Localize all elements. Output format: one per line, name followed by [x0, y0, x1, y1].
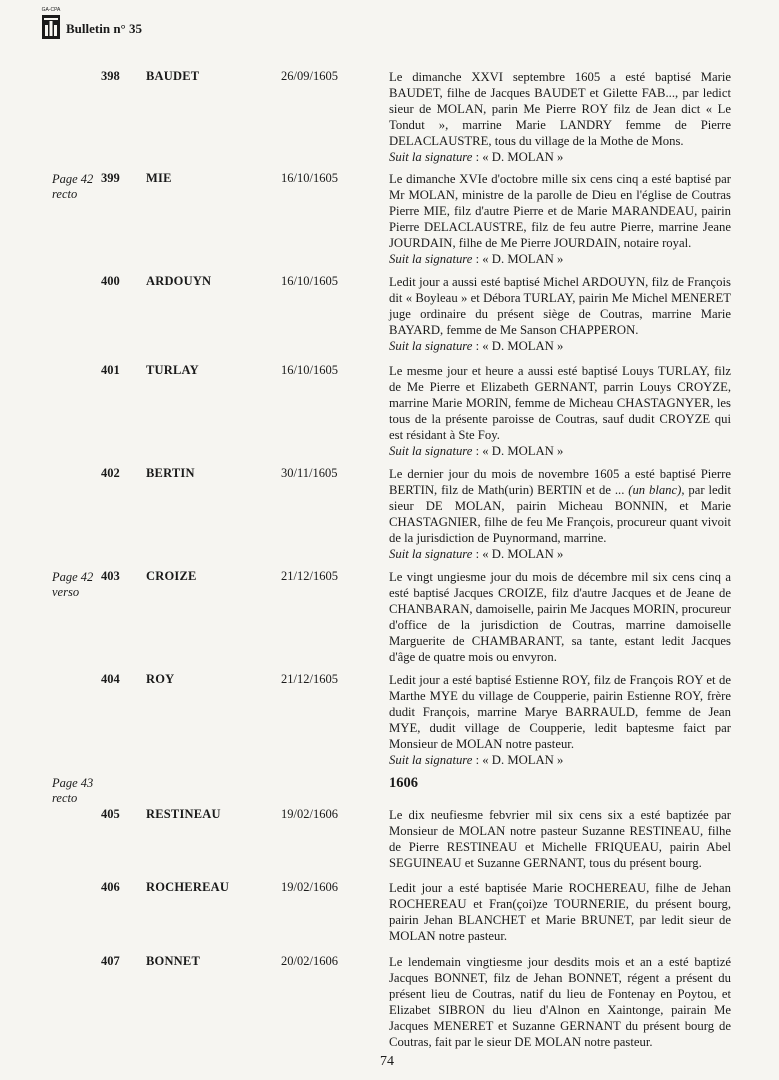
entry-date: 16/10/1605	[281, 171, 338, 185]
bulletin-logo	[40, 7, 62, 40]
entry-surname: ROY	[146, 672, 175, 686]
page-header	[40, 7, 142, 40]
entry-signature	[389, 149, 731, 165]
entry-body	[389, 467, 731, 545]
entry-body-part: Le dernier jour du mois de novembre 1605 a esté baptisé Pierre BERTIN, filz de Math(urin) BERTIN et de ...	[389, 467, 731, 497]
entry-number: 402	[101, 466, 120, 480]
entry-signature	[389, 251, 731, 267]
entry-signature	[389, 546, 731, 562]
signature-value: : « D. MOLAN »	[472, 339, 564, 353]
entry-text	[389, 69, 731, 165]
signature-value: : « D. MOLAN »	[472, 150, 564, 164]
entry-body-italic: (un blanc)	[628, 483, 682, 497]
entry-text	[389, 954, 731, 1050]
entry-body: Le lendemain vingtiesme jour desdits mois et an a esté baptizé Jacques BONNET, filz de Jehan BONNET, régent a présent du présent lieu de Coutras, natif du lieu de Fontenay en Poytou, et Elizabet SIBRON du lieu d'Alnon en Xaintonge, pairain Me Jacques MENERET et Suzanne GERNANT du présent bourg de Coutras, fait par le sieur DE MOLAN notre pasteur.	[389, 955, 731, 1049]
logo-caption: GA-CPA	[41, 7, 61, 13]
signature-value: : « D. MOLAN »	[472, 547, 564, 561]
entry-number: 403	[101, 569, 120, 583]
entry-date: 21/12/1605	[281, 569, 338, 583]
entry-body-part: , par ledit sieur DE MOLAN, pairin Micheau BONNIN, et Marie CHASTAGNIER, filhe de feu Me François, procureur quant vivoit de la jurisdiction de Puynormand, marrine.	[389, 483, 731, 545]
page-margin-note: Page 42 verso	[52, 570, 94, 599]
entry-body: Le dix neufiesme febvrier mil six cens six a esté baptizée par Monsieur de MOLAN notre pasteur Suzanne RESTINEAU, filhe de Pierre RESTINEAU et Michelle FRIQUEAU, pairin Abel SEGUINEAU et Suzanne GERNANT, tous du présent bourg.	[389, 808, 731, 870]
page-number: 74	[380, 1054, 394, 1069]
entry-number: 406	[101, 880, 120, 894]
entry-text	[389, 880, 731, 944]
entry-date: 19/02/1606	[281, 807, 338, 821]
entry-text	[389, 274, 731, 354]
entry-number: 398	[101, 69, 120, 83]
signature-label: Suit la signature	[389, 444, 473, 458]
entry-body: Ledit jour a esté baptisé Estienne ROY, filz de François ROY et de Marthe MYE du village de Coupperie, pairin Estienne ROY, frère dudit François, marrine Marye BARRAULD, femme de Jean MYE, dudit village de Coupperie, ledit baptesme faict par Monsieur de MOLAN notre pasteur.	[389, 673, 731, 751]
entry-body: Le mesme jour et heure a aussi esté baptisé Louys TURLAY, filz de Me Pierre et Elizabeth GERNANT, parrin Louys CROYZE, marrine Marie MORIN, femme de Micheau CHASTAGNYER, les tous de la présente paroisse de Coutras, sauf dudit CROYZE qui est résidant à Ste Foy.	[389, 364, 731, 442]
entry-surname: BONNET	[146, 954, 200, 968]
entry-body: Le dimanche XXVI septembre 1605 a esté baptisé Marie BAUDET, filhe de Jacques BAUDET et Gilette FAB..., par ledict sieur de MOLAN, parin Me Pierre ROY filz de Jean dict « Le Tondut », marrine Marie LANDRY femme de Pierre DELACLAUSTRE, tous du village de la Mothe de Mons.	[389, 70, 731, 148]
page-margin-note: Page 42 recto	[52, 172, 94, 201]
signature-label: Suit la signature	[389, 547, 473, 561]
entry-date: 20/02/1606	[281, 954, 338, 968]
entry-text	[389, 569, 731, 665]
entry-text	[389, 363, 731, 459]
entry-signature	[389, 338, 731, 354]
signature-value: : « D. MOLAN »	[472, 444, 564, 458]
entry-number: 404	[101, 672, 120, 686]
entry-surname: TURLAY	[146, 363, 199, 377]
entry-number: 399	[101, 171, 120, 185]
entry-body: Ledit jour a aussi esté baptisé Michel ARDOUYN, filz de François dit « Boyleau » et Débora TURLAY, pairin Me Michel MENERET juge ordinaire du présent siège de Coutras, marrine Marie BAYARD, femme de Me Sanson CHAPPERON.	[389, 275, 731, 337]
entry-body: Le dimanche XVIe d'octobre mille six cens cinq a esté baptisé par Mr MOLAN, ministre de la parolle de Dieu en l'église de Coutras Pierre MIE, filz d'autre Pierre et de Marie MARANDEAU, pairin Pierre DELACLAUSTRE, filz de feu autre Pierre, marrine Jeane JOURDAIN, filhe de Me Pierre JOURDAIN, notaire royal.	[389, 172, 731, 250]
entry-date: 30/11/1605	[281, 466, 338, 480]
entry-surname: ARDOUYN	[146, 274, 212, 288]
entry-surname: CROIZE	[146, 569, 197, 583]
bulletin-title: Bulletin n° 35	[66, 21, 142, 36]
entry-text	[389, 807, 731, 871]
entry-text	[389, 171, 731, 267]
signature-label: Suit la signature	[389, 252, 473, 266]
entry-date: 16/10/1605	[281, 274, 338, 288]
page-margin-note: Page 43 recto	[52, 776, 94, 805]
entry-date: 26/09/1605	[281, 69, 338, 83]
entry-surname: BAUDET	[146, 69, 200, 83]
entry-body: Ledit jour a esté baptisée Marie ROCHEREAU, filhe de Jehan ROCHEREAU et Fran(çoi)ze TOURNERIE, du présent bourg, pairin Jehan BLANCHET et Marie BRUNET, par ledit sieur de MOLAN notre pasteur.	[389, 881, 731, 943]
signature-label: Suit la signature	[389, 339, 473, 353]
entry-surname: BERTIN	[146, 466, 195, 480]
entry-signature	[389, 443, 731, 459]
building-icon	[42, 15, 60, 39]
entry-number: 400	[101, 274, 120, 288]
entry-surname: ROCHEREAU	[146, 880, 230, 894]
entry-date: 19/02/1606	[281, 880, 338, 894]
entry-number: 405	[101, 807, 120, 821]
signature-value: : « D. MOLAN »	[472, 753, 564, 767]
signature-label: Suit la signature	[389, 753, 473, 767]
signature-value: : « D. MOLAN »	[472, 252, 564, 266]
entry-date: 16/10/1605	[281, 363, 338, 377]
entry-number: 407	[101, 954, 120, 968]
signature-label: Suit la signature	[389, 150, 473, 164]
entry-signature	[389, 752, 731, 768]
entry-number: 401	[101, 363, 120, 377]
entry-surname: MIE	[146, 171, 172, 185]
entry-text	[389, 672, 731, 768]
entry-text	[389, 466, 731, 562]
year-heading: 1606	[389, 775, 418, 791]
entry-date: 21/12/1605	[281, 672, 338, 686]
entry-body: Le vingt ungiesme jour du mois de décembre mil six cens cinq a esté baptisé Jacques CROIZE, filz d'autre Jacques et de Jeane de CHANBARAN, damoiselle, pairin Me Jacques MORIN, procureur d'office de la jurisdiction de Coutras, marrine damoiselle Marguerite de CHAMBARANT, sa tante, estant ledit Jacques d'âge de quatre mois ou envyron.	[389, 570, 731, 664]
entry-surname: RESTINEAU	[146, 807, 221, 821]
